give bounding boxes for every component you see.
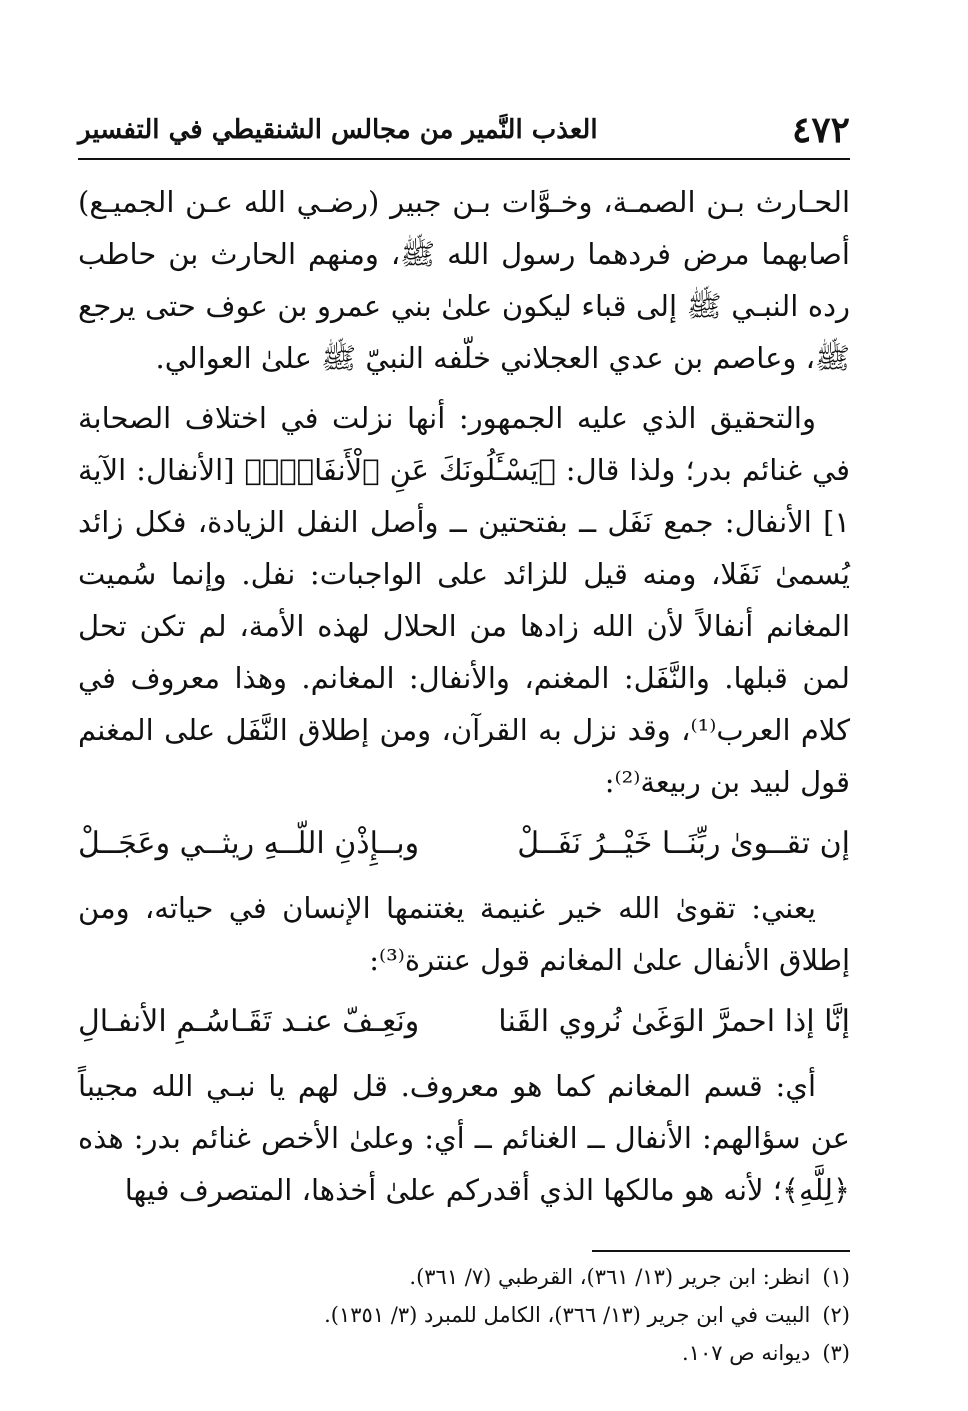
- footnote-text: ديوانه ص ١٠٧.: [682, 1341, 811, 1365]
- footnote-marker: (٣): [822, 1341, 850, 1365]
- paragraph: الحـارث بـن الصمـة، وخـوَّات بـن جبير (رضـي الله عـن الجميـع) أصابهما مرض فردهما رسول الله ﷺ، ومنهم الحارث بن حاطب رده النبـي ﷺ إلى قباء ليكون علىٰ بني عمرو بن عوف حتى يرجع ﷺ، وعاصم بن عدي العجلاني خلّفه النبيّ ﷺ علىٰ العوالي.: [78, 185, 850, 375]
- footnotes: [78, 1258, 850, 1372]
- page-header: [78, 108, 850, 160]
- poetry-verse: [78, 994, 850, 1050]
- footnote-text: انظر: ابن جرير (١٣/ ٣٦١)، القرطبي (٧/ ٣٦١).: [409, 1265, 811, 1289]
- footnote: [78, 1334, 850, 1372]
- verse-second-hemistich: ونَعِـفّ عنـد تَقَـاسُـمِ الأنفـالِ: [78, 1004, 420, 1039]
- verse-first-hemistich: إنَّا إذا احمرَّ الوَغَىٰ نُروي القَنا: [498, 1004, 850, 1039]
- verse-first-hemistich: إن تقــوىٰ ربِّنَــا خَيْــرُ نَفَــلْ: [517, 826, 850, 861]
- main-text: [78, 176, 850, 1216]
- running-title: العذب النَّمير من مجالس الشنقيطي في التفسير: [78, 115, 598, 145]
- paragraph: والتحقيق الذي عليه الجمهور: أنها نزلت في اختلاف الصحابة في غنائم بدر؛ ولذا قال: ﴿يَسْـَٔلُونَكَ عَنِ ٱلْأَنفَالِۖ﴾ [الأنفال: الآية ١] الأنفال: جمع نَفَل ــ بفتحتين ــ وأصل النفل الزيادة، فكل زائد يُسمىٰ نَفَلا، ومنه قيل للزائد على الواجبات: نفل. وإنما سُميت المغانم أنفالاً لأن الله زادها من الحلال لهذه الأمة، لم تكن تحل لمن قبلها. والنَّفَل: المغنم، والأنفال: المغانم. وهذا معروف في كلام العرب⁽¹⁾، وقد نزل به القرآن، ومن إطلاق النَّفَل على المغنم قول لبيد بن ربيعة⁽²⁾:: [78, 401, 850, 799]
- footnote: [78, 1296, 850, 1334]
- verse-second-hemistich: وبــإِذْنِ اللّــهِ ريثــي وعَجَــلْ: [78, 826, 420, 861]
- paragraph: أي: قسم المغانم كما هو معروف. قل لهم يا نبـي الله مجيباً عن سؤالهم: الأنفال ــ الغنائم ــ أي: وعلىٰ الأخص غنائم بدر: هذه ﴿لِلَّهِ﴾؛ لأنه هو مالكها الذي أقدركم علىٰ أخذها، المتصرف فيها: [78, 1069, 850, 1207]
- footnote-marker: (٢): [822, 1303, 850, 1327]
- poetry-verse: [78, 816, 850, 872]
- footnote: [78, 1258, 850, 1296]
- paragraph: يعني: تقوىٰ الله خير غنيمة يغتنمها الإنسان في حياته، ومن إطلاق الأنفال علىٰ المغانم قول عنترة⁽³⁾:: [78, 891, 850, 977]
- book-page: [78, 108, 850, 1388]
- footnote-text: البيت في ابن جرير (١٣/ ٣٦٦)، الكامل للمبرد (٣/ ١٣٥١).: [324, 1303, 811, 1327]
- page-number: ٤٧٢: [791, 109, 850, 151]
- footnote-marker: (١): [822, 1265, 850, 1289]
- footnote-divider: [592, 1250, 850, 1252]
